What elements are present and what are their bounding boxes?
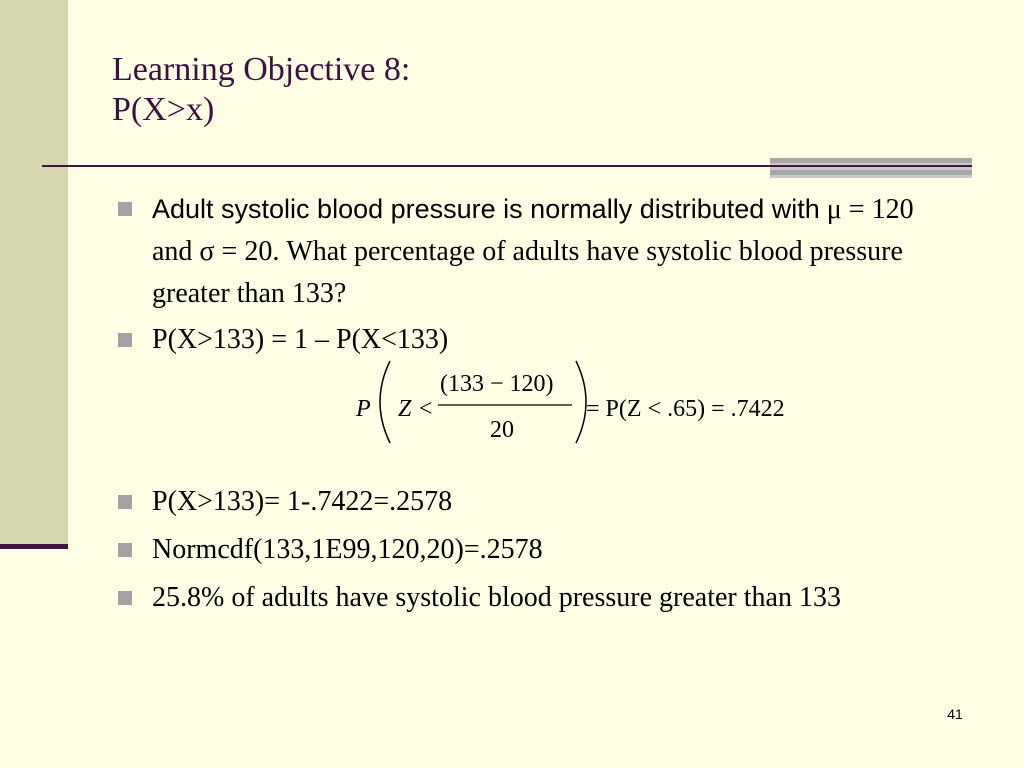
right-paren-icon	[576, 361, 586, 443]
bullet-item	[112, 577, 952, 619]
bullet-item	[112, 188, 952, 315]
title-line-1: Learning Objective 8:	[112, 51, 411, 88]
bullet-text-sans: Adult systolic blood pressure is normally distributed with	[152, 194, 820, 224]
z-score-formula	[350, 357, 850, 447]
square-bullet-icon	[118, 543, 132, 557]
bullet-text: Normcdf(133,1E99,120,20)=.2578	[152, 534, 543, 565]
title-decoration-bar	[770, 170, 972, 175]
slide-title	[112, 50, 812, 130]
square-bullet-icon	[118, 202, 132, 216]
square-bullet-icon	[118, 591, 132, 605]
formula-denominator: 20	[490, 417, 514, 443]
bullet-item	[112, 529, 952, 571]
title-line-2: P(X>x)	[112, 91, 215, 128]
formula-p: P	[356, 396, 371, 422]
left-accent-band	[0, 0, 68, 546]
bullet-text: P(X>133) = 1 – P(X<133)	[152, 324, 449, 355]
left-accent-rule	[0, 544, 68, 549]
square-bullet-icon	[118, 495, 132, 509]
bullet-item	[112, 481, 952, 523]
formula-z-lt: Z <	[398, 396, 434, 422]
bullet-text: P(X>133)= 1-.7422=.2578	[152, 486, 453, 517]
bullet-text: 25.8% of adults have systolic blood pressure greater than 133	[152, 582, 841, 613]
bullet-text-serif: μ = 120 and σ = 20. What percentage of adults have systolic blood pressure greater than 133?	[152, 194, 914, 309]
page-number: 41	[947, 706, 963, 722]
title-decoration-bar	[770, 158, 972, 163]
bullet-item	[112, 319, 952, 361]
formula-numerator: (133 − 120)	[440, 371, 554, 397]
left-paren-icon	[380, 361, 390, 443]
formula-rhs: = P(Z < .65) = .7422	[586, 396, 785, 422]
title-underline-rule	[42, 165, 972, 167]
square-bullet-icon	[118, 333, 132, 347]
